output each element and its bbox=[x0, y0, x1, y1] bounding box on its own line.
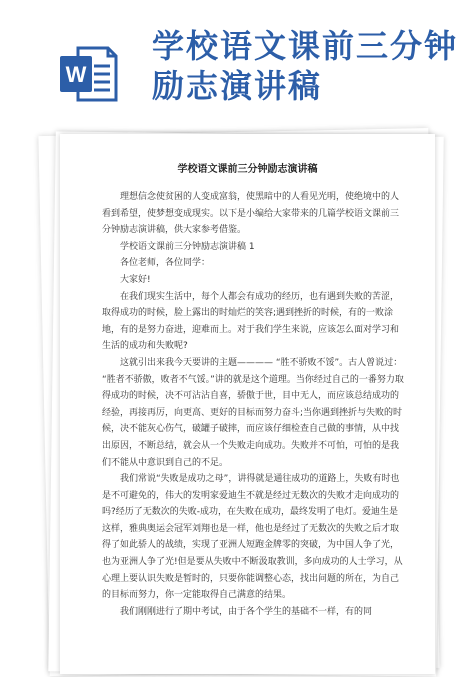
paragraph-heading: 学校语文课前三分钟励志演讲稿 1 bbox=[120, 241, 255, 252]
word-document-icon bbox=[58, 42, 120, 104]
paragraph-hello: 大家好! bbox=[120, 274, 151, 285]
banner bbox=[0, 0, 474, 118]
paragraph-intro: 理想信念使贫困的人变成富翁，使黑暗中的人看见光明，使绝境中的人看到希望，使梦想变成现实。以下是小编给大家带来的几篇学校语文课前三分钟励志演讲稿，供大家参考借鉴。 bbox=[102, 192, 400, 236]
paragraph-body: 在我们现实生活中，每个人都会有成功的经历，也有遇到失败的苦涩，取得成功的时候，脸上露出的时灿烂的笑容;遇到挫折的时候，有的一败涂地，有的是努力奋进，迎难而上。对于我们学生来说，应该怎么面对学习和生活的成功和失败呢? bbox=[102, 291, 400, 352]
paragraph-greeting: 各位老师，各位同学： bbox=[120, 258, 211, 269]
document-title: 学校语文课前三分钟励志演讲稿 bbox=[177, 164, 318, 175]
document-body bbox=[102, 189, 407, 620]
paragraph-body: 我们常说“失败是成功之母”，讲得就是通往成功的道路上，失败有时也是不可避免的，伟大的发明家爱迪生不就是经过无数次的失败才走向成功的吗?经历了无数次的失败-成功，在失败在成功，最终发明了电灯。爱迪生是这样，雅典奥运会冠军刘翔也是一样，他也是经过了无数次的失败之后才取得了如此骄人的战绩，实现了亚洲人短跑金牌零的突破，为中国人争了光，也为亚洲人争了光!但是要从失败中不断汲取教训，多向成功的人士学习，从心理上要认识失败是暂时的，只要你能调整心态，找出问题的所在，为自己的目标而努力，你一定能取得自己满意的结果。 bbox=[102, 474, 403, 601]
paragraph-body: 这就引出来我今天要讲的主题———— “胜不骄败不馁”。古人曾说过： “胜者不骄傲，败者不气馁。”讲的就是这个道理。当你经过自己的一番努力取得成功的时候，决不可沾沾自喜，骄傲于世，目中无人，而应该总结成功的经验，再接再厉，向更高、更好的目标而努力奋斗;当你遇到挫折与失败的时候，决不能灰心伤气，破罐子破摔，而应该仔细检查自己做的事情，从中找出原因，不断总结，就会从一个失败走向成功。失败并不可怕，可怕的是我们不能从中意识到自己的不足。 bbox=[102, 357, 404, 468]
word-icon-letter: W bbox=[65, 62, 87, 87]
document-page bbox=[60, 134, 435, 674]
paragraph-body: 我们刚刚进行了期中考试，由于各个学生的基础不一样，有的同 bbox=[120, 606, 373, 617]
banner-title: 学校语文课前三分钟励志演讲稿 bbox=[152, 27, 459, 105]
